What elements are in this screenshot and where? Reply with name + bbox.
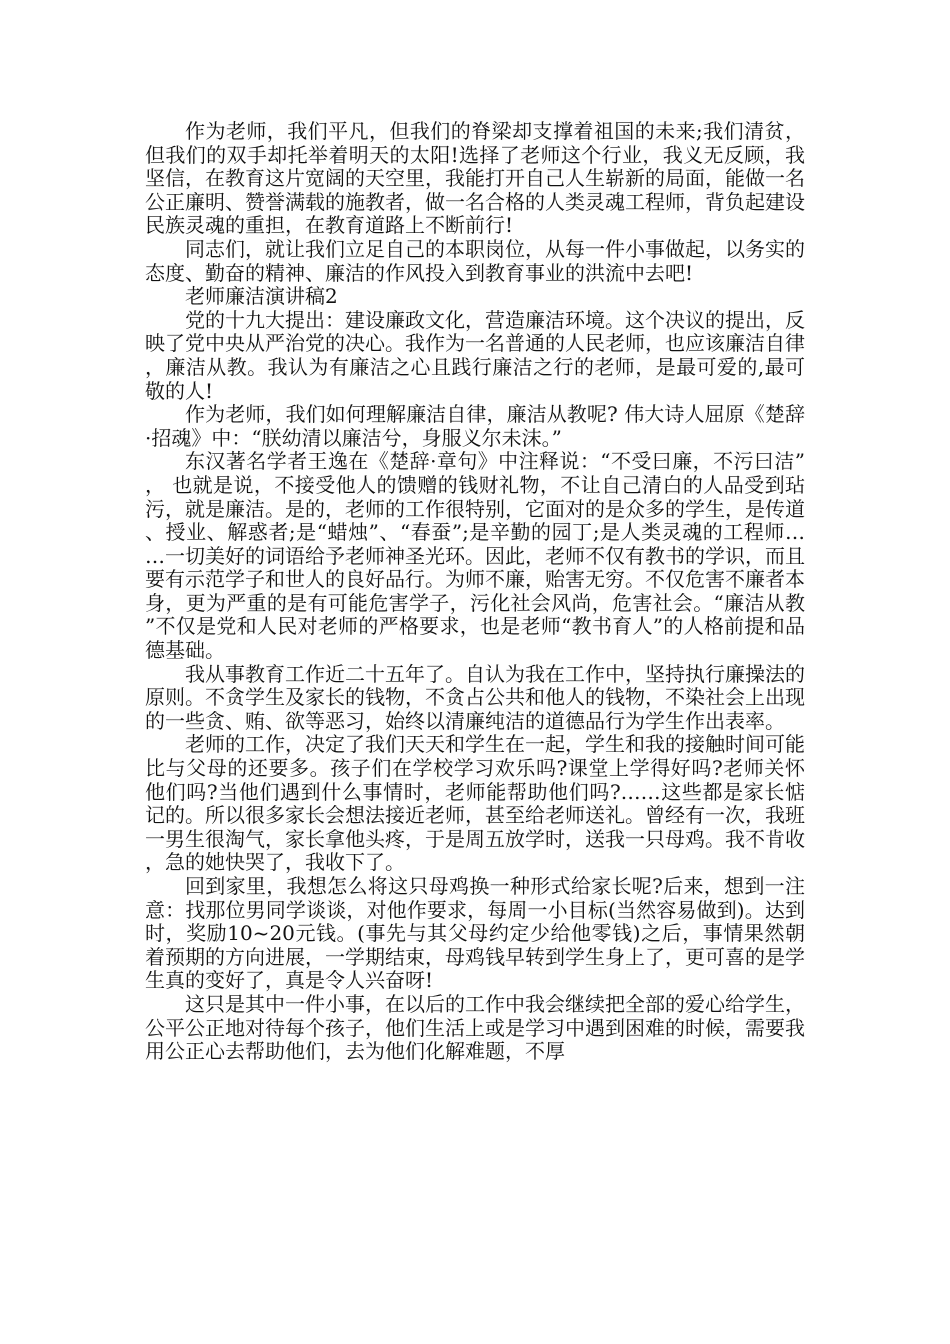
paragraph-section-4: 我从事教育工作近二十五年了。自认为我在工作中，坚持执行廉操法的原则。不贪学生及家长的钱物，不贪占公共和他人的钱物，不染社会上出现的一些贪、贿、欲等恶习，始终以清廉纯洁的道德品行为学生作出表率。 (145, 661, 805, 733)
paragraph-section-6: 回到家里，我想怎么将这只母鸡换一种形式给家长呢?后来，想到一注意：找那位男同学谈谈，对他作要求，每周一小目标(当然容易做到)。达到时，奖励10~20元钱。(事先与其父母约定少给他零钱)之后，事情果然朝着预期的方向进展，一学期结束，母鸡钱早转到学生身上了，更可喜的是学生真的变好了，真是令人兴奋呀! (145, 874, 805, 993)
paragraph-section-3: 东汉著名学者王逸在《楚辞·章句》中注释说：“不受曰廉，不污曰洁”， 也就是说，不接受他人的馈赠的钱财礼物，不让自己清白的人品受到玷污，就是廉洁。是的，老师的工作很特别，它面对的是众多的学生，是传道、授业、解惑者;是“蜡烛”、“春蚕”;是辛勤的园丁;是人类灵魂的工程师……一切美好的词语给予老师神圣光环。因此，老师不仅有教书的学识，而且要有示范学子和世人的良好品行。为师不廉，贻害无穷。不仅危害不廉者本身，更为严重的是有可能危害学子，污化社会风尚，危害社会。“廉洁从教”不仅是党和人民对老师的严格要求，也是老师“教书育人”的人格前提和品德基础。 (145, 449, 805, 663)
paragraph-section-5: 老师的工作，决定了我们天天和学生在一起，学生和我的接触时间可能比与父母的还要多。孩子们在学校学习欢乐吗?课堂上学得好吗?老师关怀他们吗?当他们遇到什么事情时，老师能帮助他们吗?……这些都是家长惦记的。所以很多家长会想法接近老师，甚至给老师送礼。曾经有一次，我班一男生很淘气，家长拿他头疼，于是周五放学时，送我一只母鸡。我不肯收，急的她快哭了，我收下了。 (145, 732, 805, 875)
paragraph-intro-1: 作为老师，我们平凡，但我们的脊梁却支撑着祖国的未来;我们清贫，但我们的双手却托举着明天的太阳!选择了老师这个行业，我义无反顾，我坚信，在教育这片宽阔的天空里，我能打开自己人生崭新的局面，能做一名公正廉明、赞誉满载的施教者，做一名合格的人类灵魂工程师，背负起建设民族灵魂的重担，在教育道路上不断前行! (145, 119, 805, 238)
section-title: 老师廉洁演讲稿2 (185, 284, 338, 309)
paragraph-intro-2: 同志们，就让我们立足自己的本职岗位，从每一件小事做起，以务实的态度、勤奋的精神、廉洁的作风投入到教育事业的洪流中去吧! (145, 236, 805, 285)
paragraph-section-1: 党的十九大提出：建设廉政文化，营造廉洁环境。这个决议的提出，反映了党中央从严治党的决心。我作为一名普通的人民老师，也应该廉洁自律，廉洁从教。我认为有廉洁之心且践行廉洁之行的老师，是最可爱的,最可敬的人! (145, 307, 805, 403)
paragraph-section-7: 这只是其中一件小事，在以后的工作中我会继续把全部的爱心给学生，公平公正地对待每个孩子，他们生活上或是学习中遇到困难的时候，需要我用公正心去帮助他们，去为他们化解难题，不厚 (145, 991, 805, 1064)
paragraph-section-2: 作为老师，我们如何理解廉洁自律，廉洁从教呢? 伟大诗人屈原《楚辞·招魂》中：“朕幼清以廉洁兮，身服义尔未沫。” (145, 402, 805, 450)
document-body (145, 120, 805, 1064)
